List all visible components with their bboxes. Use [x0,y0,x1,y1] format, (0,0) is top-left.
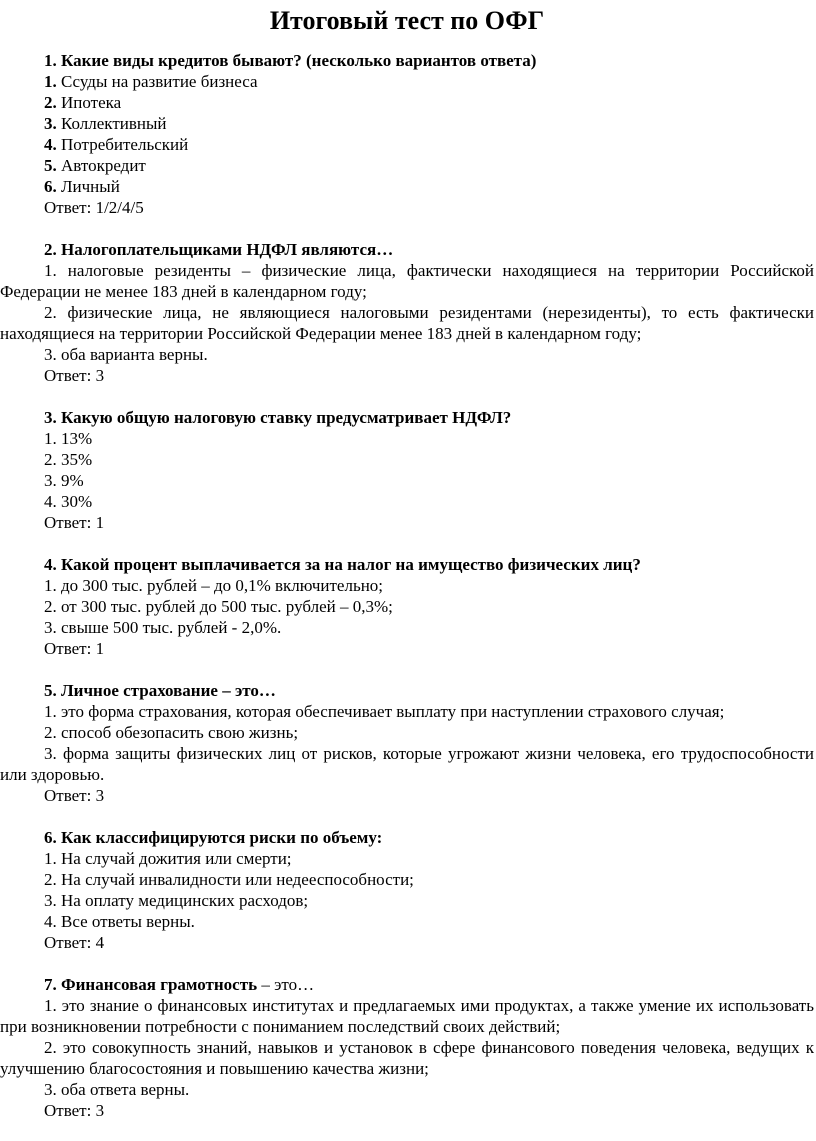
answer-option: 3. оба варианта верны. [44,345,208,364]
question-heading: 4. Какой процент выплачивается за на налог на имущество физических лиц? [44,555,641,574]
answer-option: 1. На случай дожития или смерти; [44,849,292,868]
answer-option: 1. налоговые резиденты – физические лица, фактически находящиеся на территории Российской Федерации не менее 183 дней в календарном году; [0,261,814,301]
question-heading: 7. Финансовая грамотность – это… [44,975,315,994]
question-3 [0,407,814,533]
answer-option: 1. до 300 тыс. рублей – до 0,1% включительно; [44,576,384,595]
answer-option: 1. Ссуды на развитие бизнеса [44,72,258,91]
answer-option: 2. от 300 тыс. рублей до 500 тыс. рублей – 0,3%; [44,597,393,616]
question-5 [0,680,814,806]
answer-option: 2. 35% [44,450,93,469]
question-6 [0,827,814,953]
correct-answer: Ответ: 1 [44,513,105,532]
answer-option: 2. физические лица, не являющиеся налоговыми резидентами (нерезиденты), то есть фактически находящиеся на территории Российской Федерации менее 183 дней в календарном году; [0,303,814,343]
correct-answer: Ответ: 3 [44,1101,105,1120]
answer-option: 4. 30% [44,492,93,511]
question-heading: 6. Как классифицируются риски по объему: [44,828,383,847]
correct-answer: Ответ: 3 [44,786,105,805]
answer-option: 2. На случай инвалидности или недееспособности; [44,870,414,889]
question-1 [0,50,814,218]
answer-option: 1. это форма страхования, которая обеспечивает выплату при наступлении страхового случая; [44,702,725,721]
answer-option: 3. форма защиты физических лиц от рисков, которые угрожают жизни человека, его трудоспособности или здоровью. [0,744,814,784]
question-heading: 3. Какую общую налоговую ставку предусматривает НДФЛ? [44,408,512,427]
question-heading: 5. Личное страхование – это… [44,681,276,700]
answer-option: 3. На оплату медицинских расходов; [44,891,309,910]
page-title: Итоговый тест по ОФГ [269,6,545,35]
answer-option: 1. 13% [44,429,93,448]
answer-option: 3. Коллективный [44,114,167,133]
correct-answer: Ответ: 3 [44,366,105,385]
answer-option: 3. 9% [44,471,84,490]
question-4 [0,554,814,659]
question-heading: 2. Налогоплательщиками НДФЛ являются… [44,240,394,259]
document-page [0,6,816,1141]
answer-option: 2. способ обезопасить свою жизнь; [44,723,299,742]
correct-answer: Ответ: 4 [44,933,105,952]
answer-option: 6. Личный [44,177,120,196]
answer-option: 4. Все ответы верны. [44,912,195,931]
correct-answer: Ответ: 1/2/4/5 [44,198,144,217]
correct-answer: Ответ: 1 [44,639,105,658]
question-heading: 1. Какие виды кредитов бывают? (несколько вариантов ответа) [44,51,537,70]
answer-option: 3. свыше 500 тыс. рублей - 2,0%. [44,618,282,637]
question-2 [0,239,814,386]
answer-option: 5. Автокредит [44,156,146,175]
answer-option: 3. оба ответа верны. [44,1080,190,1099]
question-7 [0,974,814,1121]
answer-option: 4. Потребительский [44,135,189,154]
answer-option: 2. Ипотека [44,93,122,112]
answer-option: 2. это совокупность знаний, навыков и установок в сфере финансового поведения человека, ведущих к улучшению благосостояния и повышению качества жизни; [0,1038,814,1078]
answer-option: 1. это знание о финансовых институтах и предлагаемых ими продуктах, а также умение их использовать при возникновении потребности с пониманием последствий своих действий; [0,996,814,1036]
